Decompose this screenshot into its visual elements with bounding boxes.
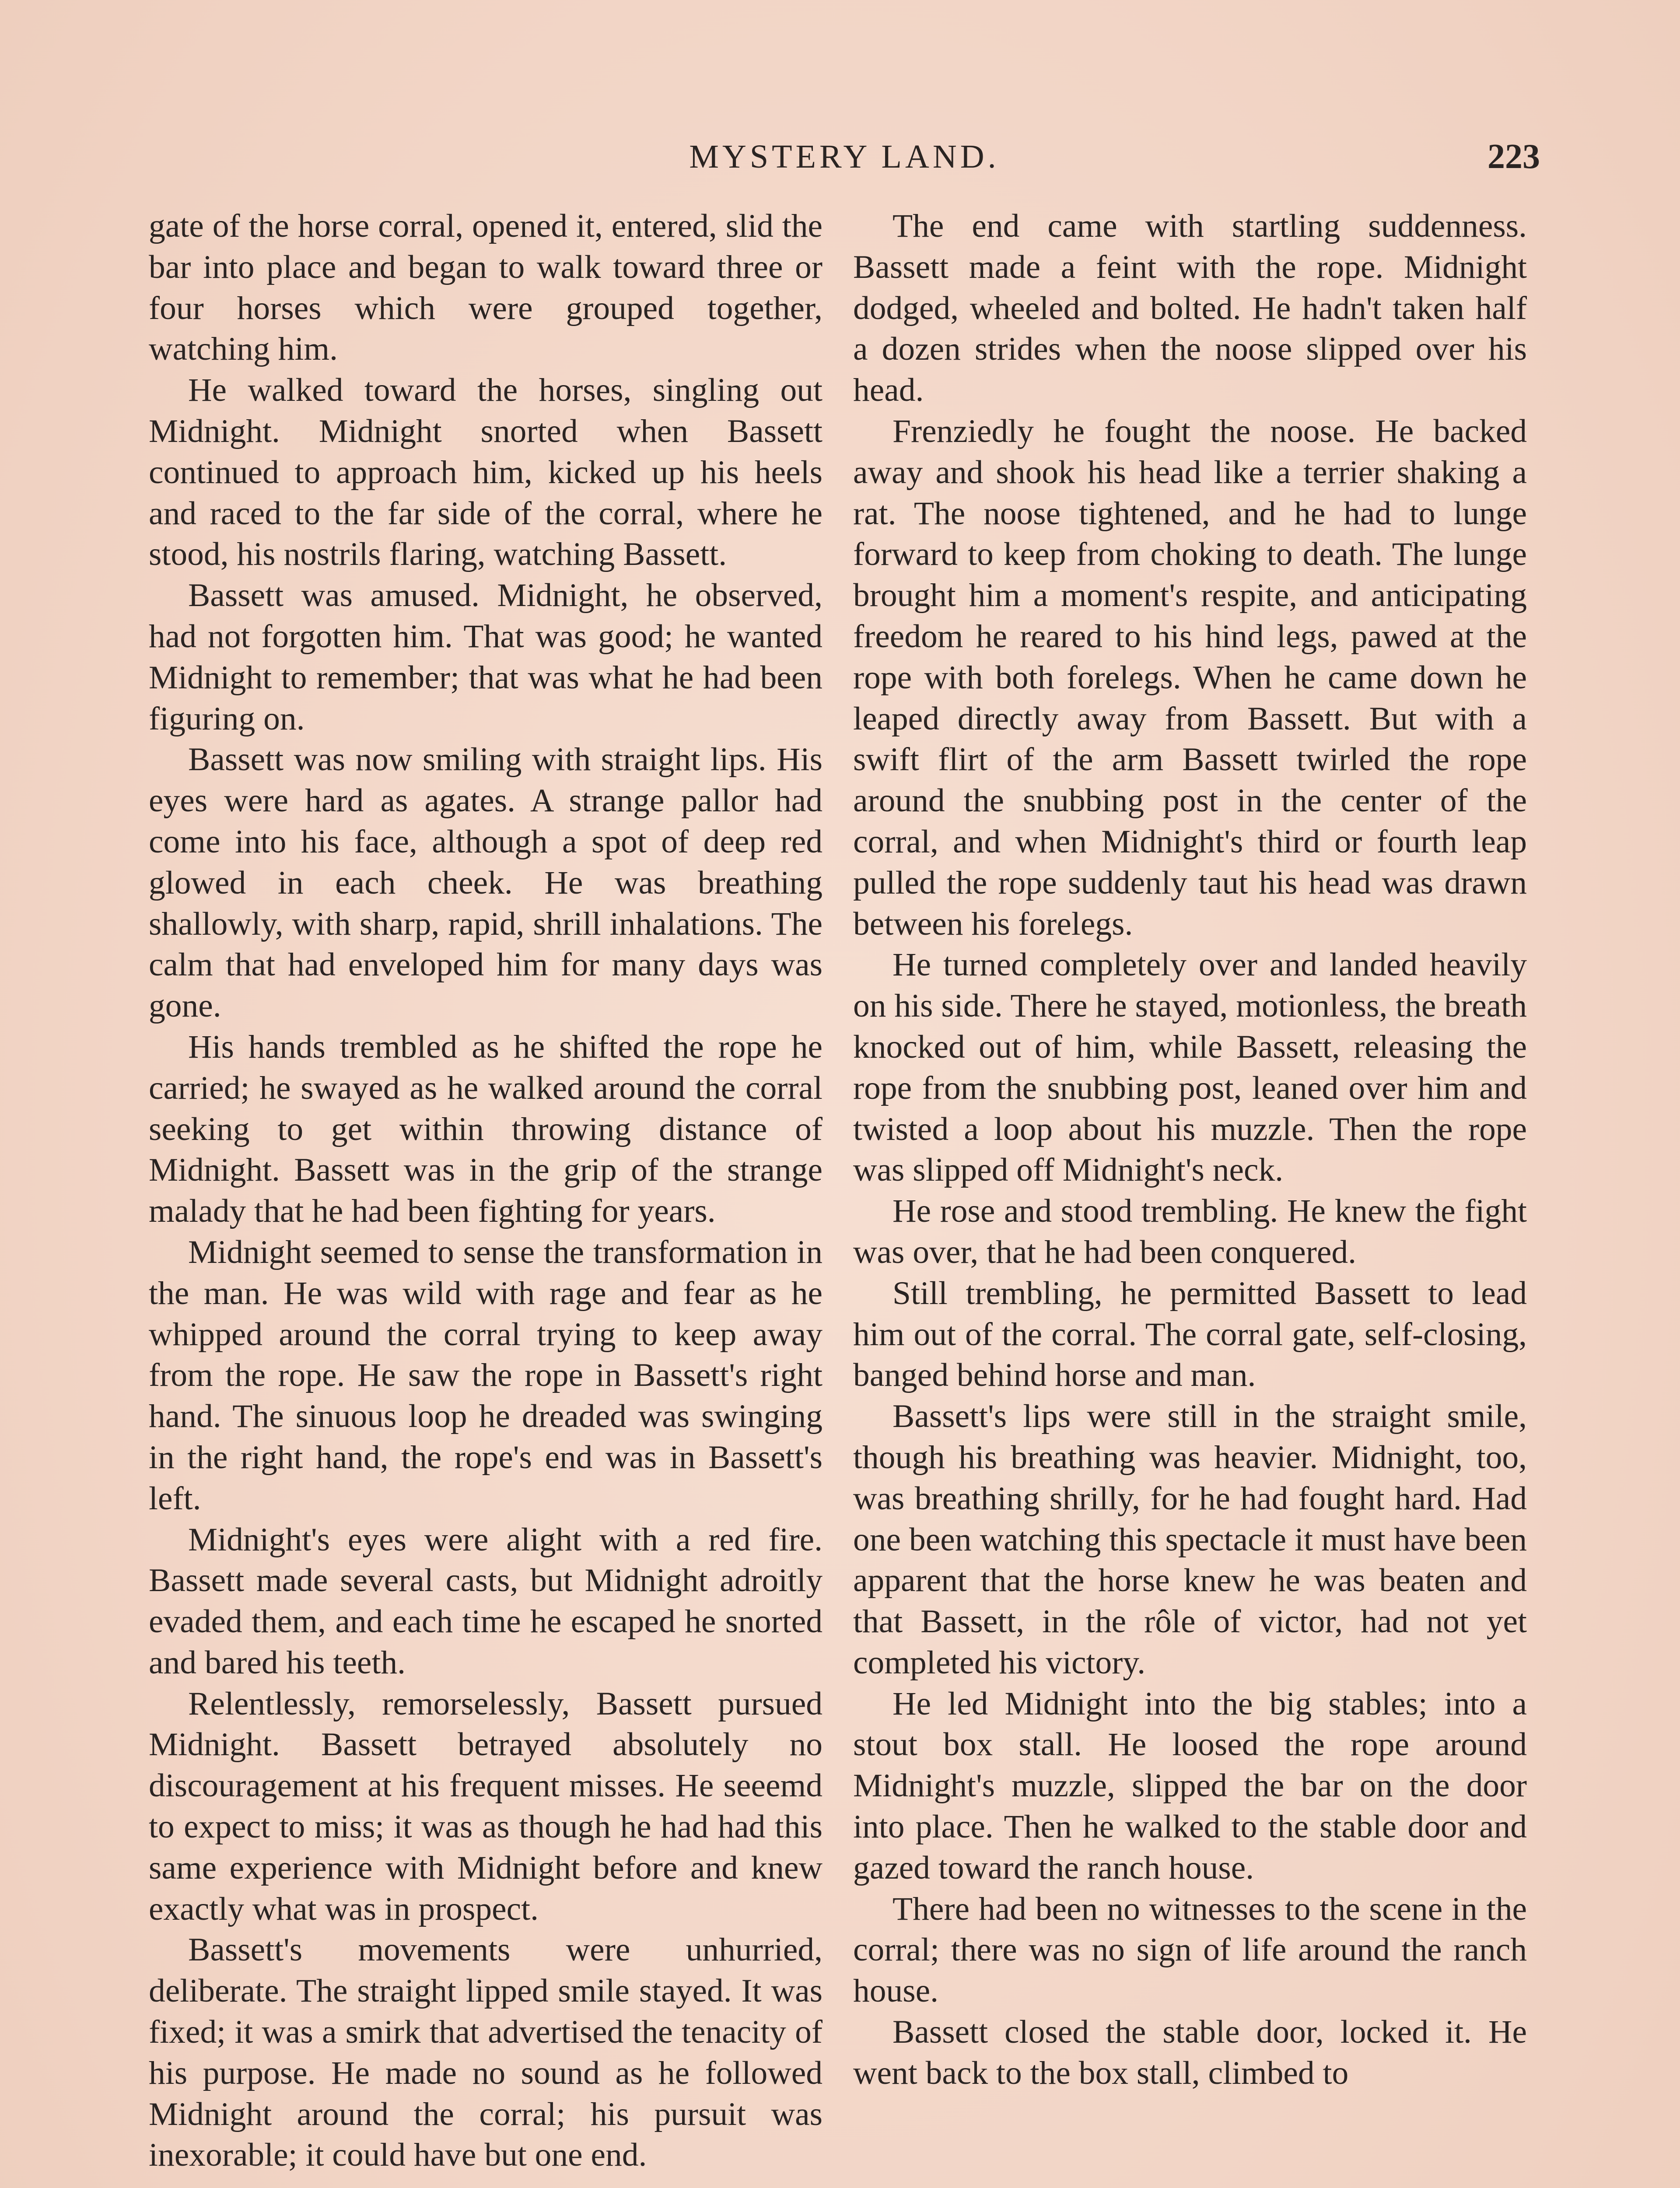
paragraph: Midnight's eyes were alight with a red fire. Bassett made several casts, but Midnight adroitly evaded them, and each time he escaped he snorted and bared his teeth. <box>149 1521 822 1681</box>
paragraph: Bassett closed the stable door, locked it. He went back to the box stall, climbed to <box>853 2014 1527 2091</box>
paragraph: Bassett's lips were still in the straight smile, though his breathing was heavier. Midnight, too, was breathing shrilly, for he had fought hard. Had one been watching this spectacle it must have been apparent that the horse knew he was beaten and that Bassett, in the rôle of victor, had not yet completed his victory. <box>853 1398 1527 1681</box>
paragraph: He led Midnight into the big stables; into a stout box stall. He loosed the rope around Midnight's muzzle, slipped the bar on the door into place. Then he walked to the stable door and gazed toward the ranch house. <box>853 1685 1527 1886</box>
paragraph: Relentlessly, remorselessly, Bassett pursued Midnight. Bassett betrayed absolutely no discouragement at his frequent misses. He seeemd to expect to miss; it was as though he had had this same experience with Midnight before and knew exactly what was in prospect. <box>149 1685 822 1927</box>
right-column <box>853 206 1527 2188</box>
running-header <box>149 130 1540 183</box>
paragraph: gate of the horse corral, opened it, entered, slid the bar into place and began to walk toward three or four horses which were grouped together, watching him. <box>149 208 822 368</box>
paragraph: He rose and stood trembling. He knew the fight was over, that he had been conquered. <box>853 1193 1527 1270</box>
running-title: MYSTERY LAND. <box>689 138 1000 175</box>
left-column <box>149 206 822 2188</box>
paragraph: His hands trembled as he shifted the rope he carried; he swayed as he walked around the corral seeking to get within throwing distance of Midnight. Bassett was in the grip of the strange malady that he had been fighting for years. <box>149 1028 822 1230</box>
paragraph: The end came with startling suddenness. Bassett made a feint with the rope. Midnight dodged, wheeled and bolted. He hadn't taken half a dozen strides when the noose slipped over his head. <box>853 208 1527 409</box>
paragraph: He walked toward the horses, singling out Midnight. Midnight snorted when Bassett continued to approach him, kicked up his heels and raced to the far side of the corral, where he stood, his nostrils flaring, watching Bassett. <box>149 372 822 573</box>
paragraph: Bassett was now smiling with straight lips. His eyes were hard as agates. A strange pallor had come into his face, although a spot of deep red glowed in each cheek. He was breathing shallowly, with sharp, rapid, shrill inhalations. The calm that had enveloped him for many days was gone. <box>149 741 822 1024</box>
paragraph: There had been no witnesses to the scene in the corral; there was no sign of life around the ranch house. <box>853 1890 1527 2009</box>
paragraph: Bassett's movements were unhurried, deliberate. The straight lipped smile stayed. It was fixed; it was a smirk that advertised the tenacity of his purpose. He made no sound as he followed Midnight around the corral; his pursuit was inexorable; it could have but one end. <box>149 1932 822 2174</box>
page-number: 223 <box>1488 137 1540 176</box>
paragraph: He turned completely over and landed heavily on his side. There he stayed, motionless, the breath knocked out of him, while Bassett, releasing the rope from the snubbing post, leaned over him and twisted a loop about his muzzle. Then the rope was slipped off Midnight's neck. <box>853 947 1527 1189</box>
paragraph: Frenziedly he fought the noose. He backed away and shook his head like a terrier shaking a rat. The noose tightened, and he had to lunge forward to keep from choking to death. The lunge brought him a moment's respite, and anticipating freedom he reared to his hind legs, pawed at the rope with both forelegs. When he came down he leaped directly away from Bassett. But with a swift flirt of the arm Bassett twirled the rope around the snubbing post in the center of the corral, and when Midnight's third or fourth leap pulled the rope suddenly taut his head was drawn between his forelegs. <box>853 413 1527 942</box>
paragraph: Midnight seemed to sense the transformation in the man. He was wild with rage and fear as he whipped around the corral trying to keep away from the rope. He saw the rope in Bassett's right hand. The sinuous loop he dreaded was swinging in the right hand, the rope's end was in Bassett's left. <box>149 1234 822 1517</box>
paragraph: Still trembling, he permitted Bassett to lead him out of the corral. The corral gate, self-closing, banged behind horse and man. <box>853 1275 1527 1394</box>
paragraph: Bassett was amused. Midnight, he observed, had not forgotten him. That was good; he wanted Midnight to remember; that was what he had been figuring on. <box>149 577 822 737</box>
